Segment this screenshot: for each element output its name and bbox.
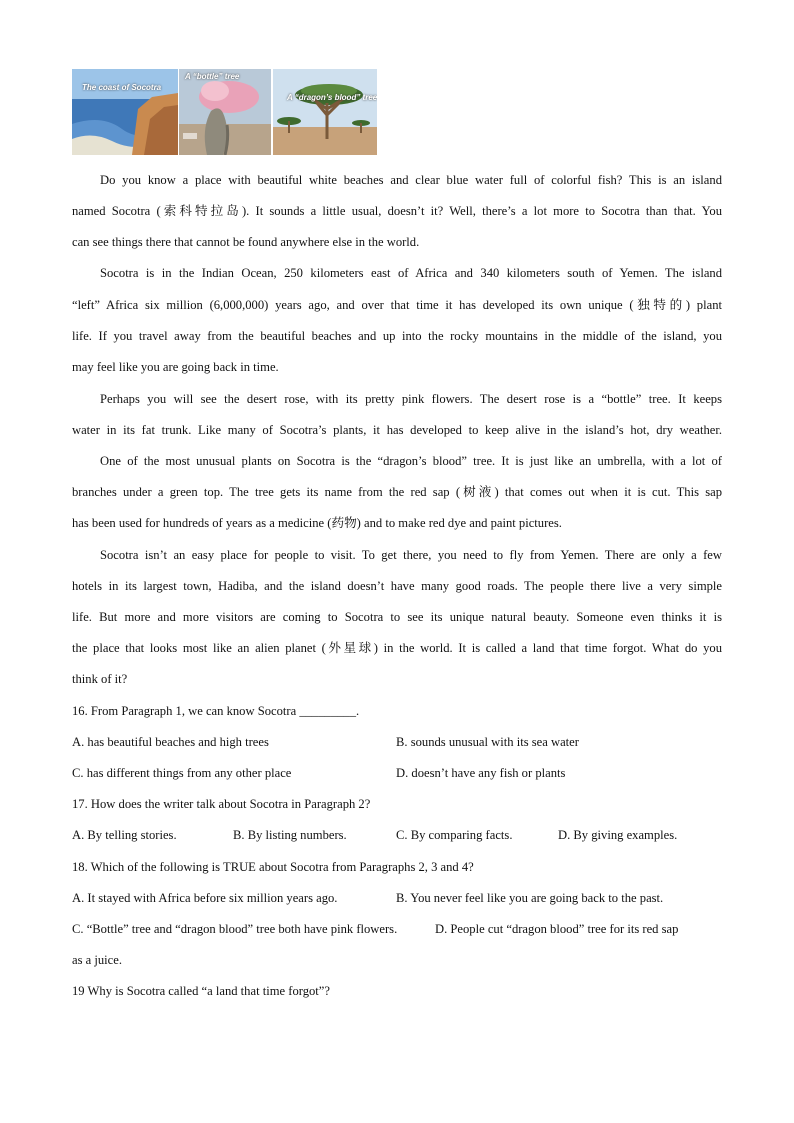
p3-line-1: Perhaps you will see the desert rose, with its pretty pink flowers. The desert rose is a “bottle” tree. It keeps [100,392,722,406]
p5-line-3: life. But more and more visitors are coming to Socotra to see its unique natural beauty. Someone even thinks it is [72,610,722,624]
p1-line-2: named Socotra (索科特拉岛). It sounds a little usual, doesn’t it? Well, there’s a lot more to Socotra than that. You [72,204,722,218]
q16-stem: 16. From Paragraph 1, we can know Socotra _________. [72,704,360,718]
q17-option-d[interactable]: D. By giving examples. [558,828,678,842]
q16-option-a[interactable]: A. has beautiful beaches and high trees [72,735,269,749]
q18-option-a[interactable]: A. It stayed with Africa before six million years ago. [72,891,338,905]
p5-line-2: hotels in its largest town, Hadiba, and the island doesn’t have many good roads. The people there live a very simple [72,579,722,593]
coast-caption: The coast of Socotra [82,83,162,92]
q18-stem: 18. Which of the following is TRUE about Socotra from Paragraphs 2, 3 and 4? [72,860,474,874]
p5-line-1: Socotra isn’t an easy place for people to visit. To get there, you need to fly from Yemen. There are only a few [100,548,722,562]
q18-option-d[interactable]: D. People cut “dragon blood” tree for its red sap [435,922,679,936]
p2-line-3: life. If you travel away from the beautiful beaches and up into the rocky mountains in the middle of the island, you [72,329,722,343]
p1-line-3: can see things there that cannot be found anywhere else in the world. [72,235,420,249]
dragon-tree-caption: A “dragon’s blood” tree [287,93,377,102]
p5-line-5: think of it? [72,672,128,686]
q17-option-b[interactable]: B. By listing numbers. [233,828,347,842]
p1-line-1: Do you know a place with beautiful white beaches and clear blue water full of colorful fish? This is an island [100,173,722,187]
p2-line-1: Socotra is in the Indian Ocean, 250 kilometers east of Africa and 340 kilometers south of Yemen. The island [100,266,722,280]
p2-line-4: may feel like you are going back in time. [72,360,279,374]
q18-option-c[interactable]: C. “Bottle” tree and “dragon blood” tree both have pink flowers. [72,922,398,936]
q18-option-b[interactable]: B. You never feel like you are going back to the past. [396,891,664,905]
p3-line-2: water in its fat trunk. Like many of Socotra’s plants, it has developed to keep alive in the island’s hot, dry weather. [72,423,722,437]
q18-option-d-continued: as a juice. [72,953,122,967]
coast-photo [72,69,178,155]
q17-option-c[interactable]: C. By comparing facts. [396,828,513,842]
bottle-tree-caption: A “bottle” tree [185,72,240,81]
bottle-tree-photo [179,69,271,155]
q17-stem: 17. How does the writer talk about Socotra in Paragraph 2? [72,797,371,811]
p2-line-2: “left” Africa six million (6,000,000) years ago, and over that time it has developed its own unique (独特的) plant [72,298,722,312]
dragon-tree-photo [273,69,377,155]
q16-option-d[interactable]: D. doesn’t have any fish or plants [396,766,566,780]
p4-line-1: One of the most unusual plants on Socotra is the “dragon’s blood” tree. It is just like an umbrella, with a lot of [100,454,722,468]
p4-line-2: branches under a green top. The tree gets its name from the red sap (树液) that comes out when it is cut. This sap [72,485,722,499]
q16-option-c[interactable]: C. has different things from any other place [72,766,292,780]
q17-option-a[interactable]: A. By telling stories. [72,828,177,842]
q16-option-b[interactable]: B. sounds unusual with its sea water [396,735,579,749]
q19-stem: 19 Why is Socotra called “a land that time forgot”? [72,984,330,998]
p4-line-3: has been used for hundreds of years as a medicine (药物) and to make red dye and paint pictures. [72,516,562,530]
p5-line-4: the place that looks most like an alien planet (外星球) in the world. It is called a land that time forgot. What do you [72,641,722,655]
